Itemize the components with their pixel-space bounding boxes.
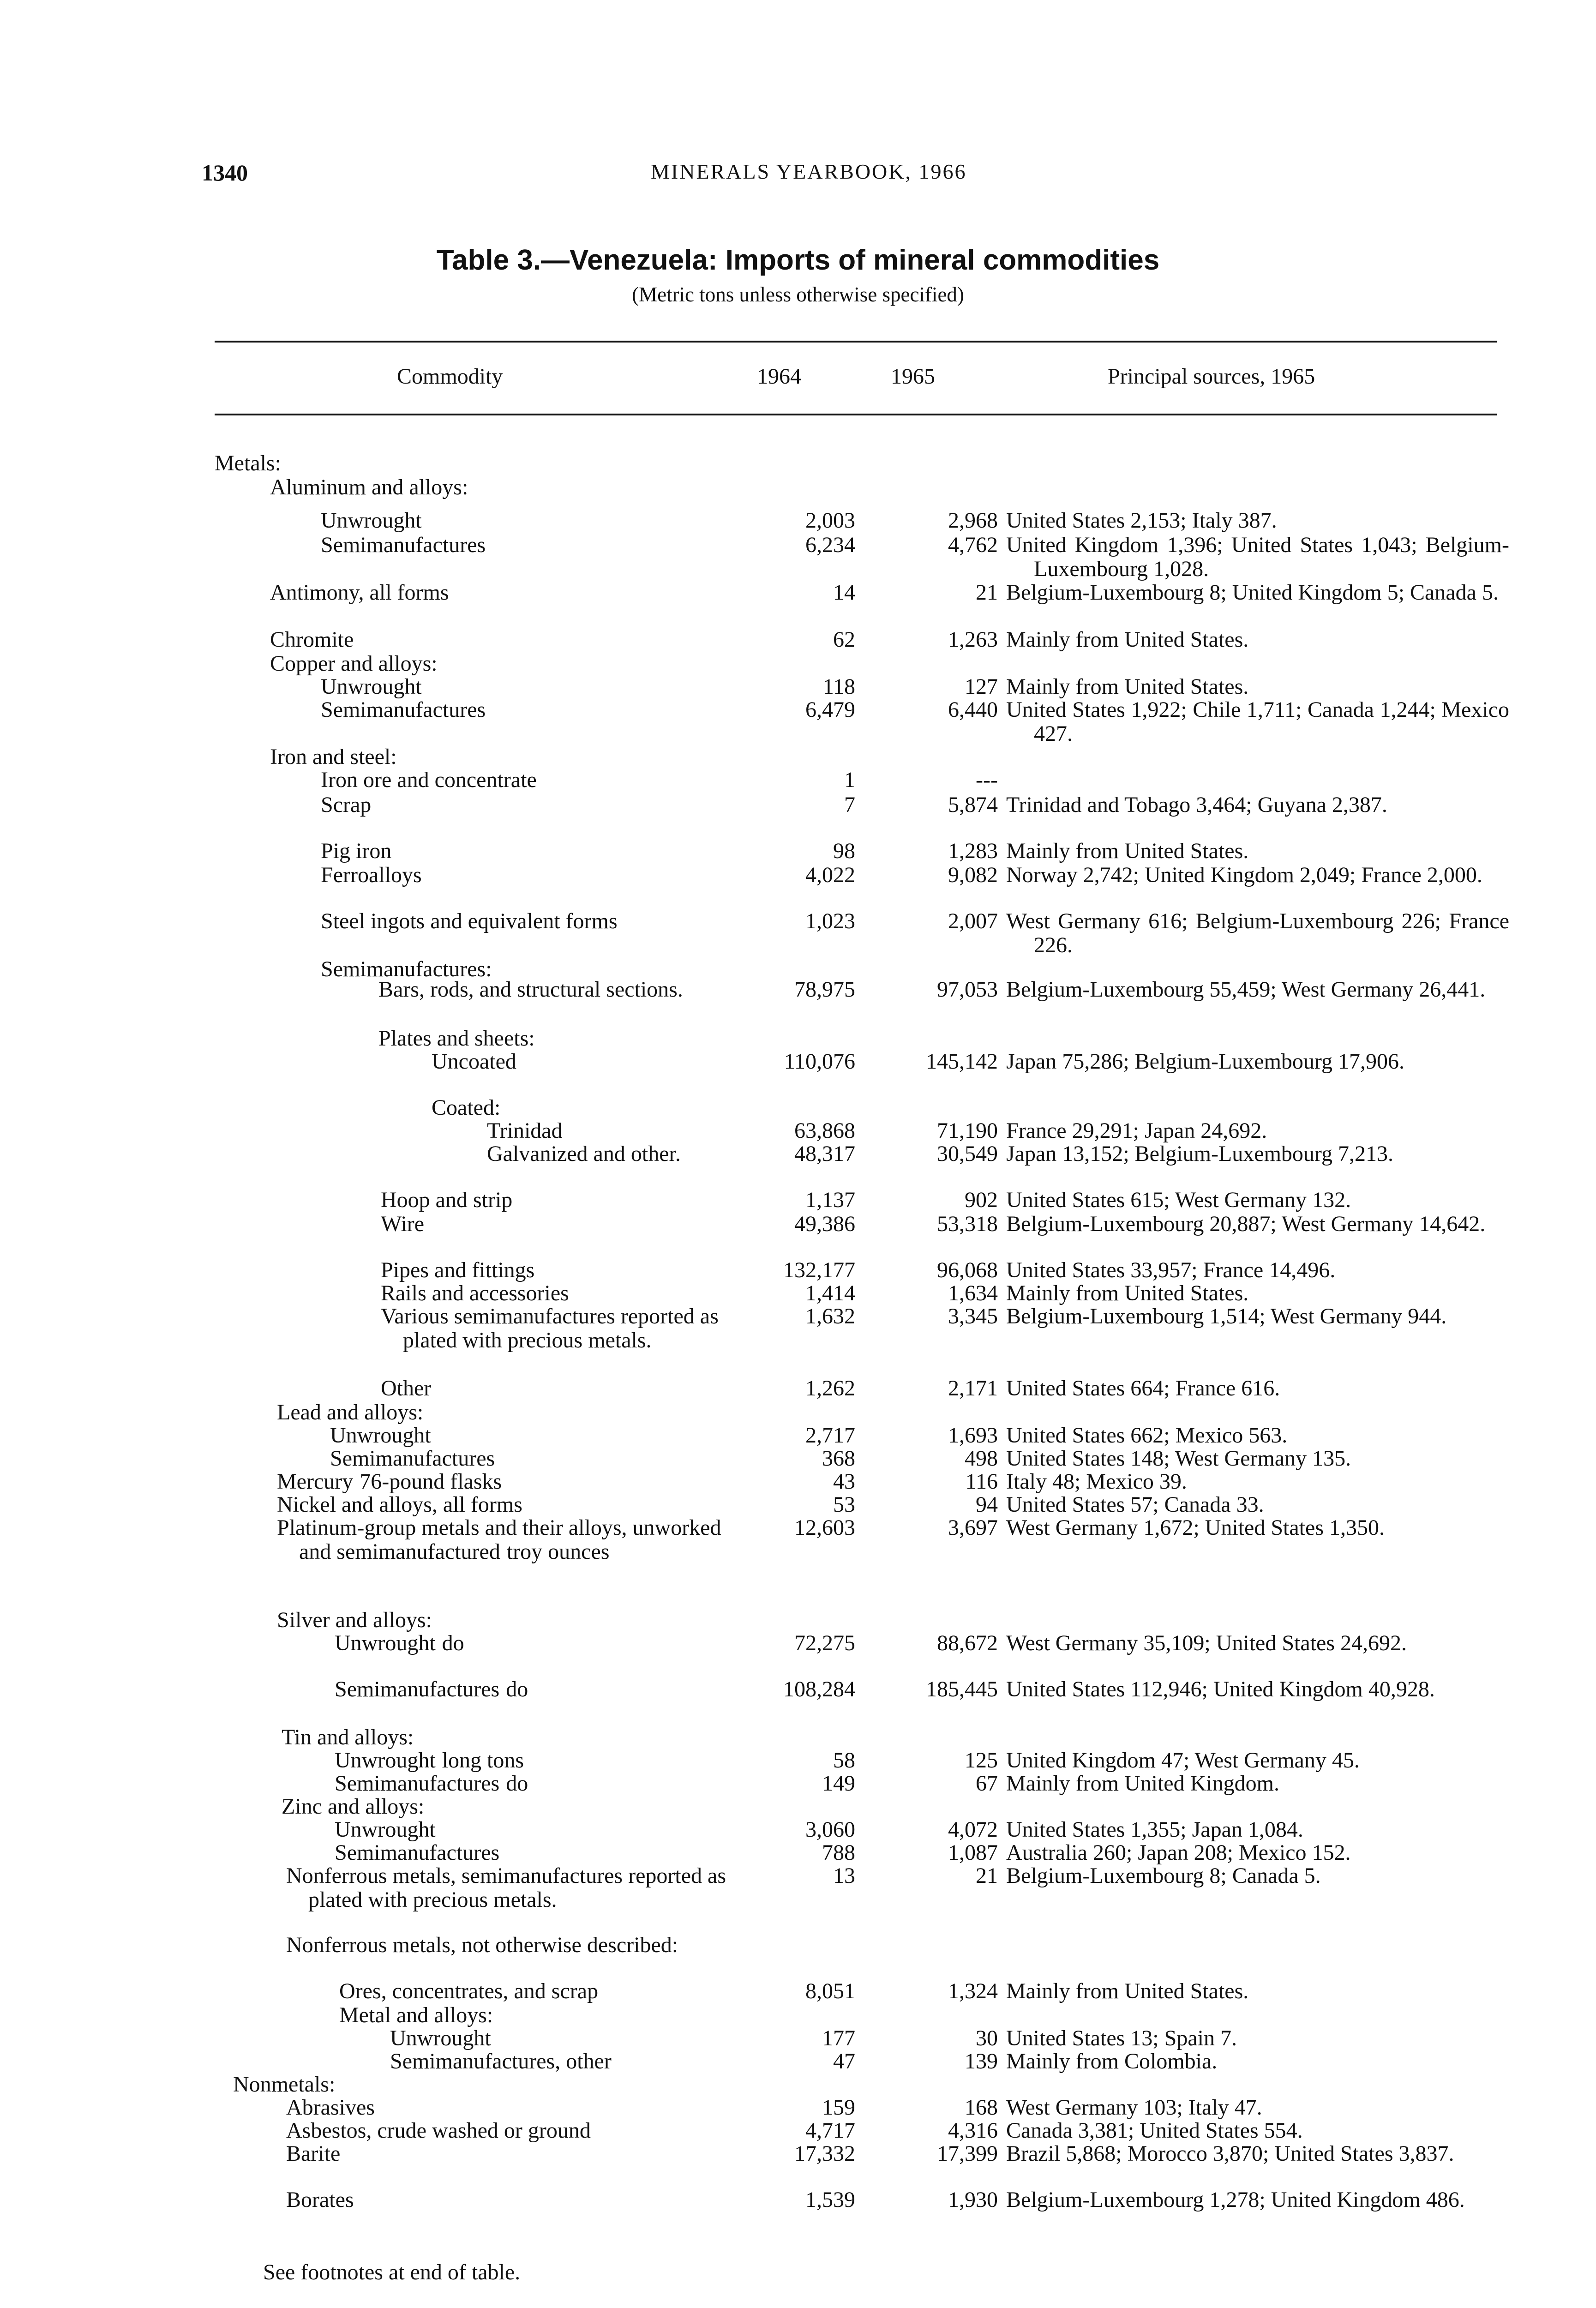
value-1965: 2,968: [948, 508, 998, 533]
principal-sources: United States 33,957; France 14,496.: [1006, 1258, 1336, 1282]
commodity-label: [321, 509, 422, 533]
commodity-name: Other: [381, 1376, 432, 1400]
commodity-name: Scrap: [321, 793, 372, 817]
commodity-unit: do: [506, 1677, 528, 1701]
value-1964: 58: [833, 1748, 855, 1773]
value-1964: 14: [833, 580, 855, 605]
value-1964: 118: [822, 674, 855, 699]
column-header-1964: 1964: [757, 364, 801, 389]
commodity-label: [432, 1050, 516, 1074]
principal-sources: France 29,291; Japan 24,692.: [1006, 1118, 1267, 1143]
commodity-name: Semimanufactures:: [321, 957, 492, 981]
value-1964: 177: [822, 2026, 855, 2050]
commodity-name: Unwrought: [390, 2026, 491, 2050]
table-title: Table 3.—Venezuela: Imports of mineral commodities: [436, 244, 1160, 276]
commodity-label: [286, 2096, 375, 2120]
value-1964: 4,022: [805, 863, 855, 887]
principal-sources: United States 2,153; Italy 387.: [1006, 508, 1277, 533]
commodity-name: Steel ingots and equivalent forms: [321, 909, 618, 933]
commodity-name: Nickel and alloys, all forms: [277, 1492, 522, 1517]
commodity-name: Pig iron: [321, 839, 392, 863]
value-1964: 12,603: [794, 1515, 855, 1540]
commodity-label: [321, 698, 486, 722]
footnote: See footnotes at end of table.: [263, 2260, 521, 2284]
commodity-name: Metal and alloys:: [339, 2003, 493, 2027]
value-1965: 30: [976, 2026, 998, 2050]
value-1965: 5,874: [948, 793, 998, 817]
commodity-name: Nonferrous metals, semimanufactures reported as plated with precious metals.: [286, 1863, 726, 1912]
value-1965: 168: [965, 2095, 998, 2120]
principal-sources: United States 1,922; Chile 1,711; Canada 1,244; Mexico 427.: [1006, 697, 1509, 746]
value-1965: 185,445: [926, 1677, 998, 1701]
principal-sources: Belgium-Luxembourg 20,887; West Germany 14,642.: [1006, 1212, 1486, 1236]
principal-sources: United States 13; Spain 7.: [1006, 2026, 1237, 2050]
value-1964: 8,051: [805, 1979, 855, 2003]
commodity-label: [335, 1677, 528, 1701]
commodity-name: Silver and alloys:: [277, 1608, 432, 1632]
commodity-unit: troy ounces: [506, 1539, 610, 1564]
principal-sources: West Germany 616; Belgium-Luxembourg 226; France 226.: [1006, 909, 1509, 957]
value-1964: 132,177: [783, 1258, 855, 1282]
commodity-label: [381, 1376, 431, 1400]
column-header-sources: Principal sources, 1965: [1108, 364, 1315, 389]
value-1965: 96,068: [937, 1258, 998, 1282]
value-1964: 1,632: [805, 1304, 855, 1328]
value-1965: 94: [976, 1492, 998, 1517]
commodity-name: Iron ore and concentrate: [321, 768, 537, 792]
value-1965: 902: [965, 1188, 998, 1212]
principal-sources: Canada 3,381; United States 554.: [1006, 2118, 1303, 2143]
commodity-unit: 76-pound flasks: [360, 1469, 502, 1494]
commodity-label: [321, 533, 486, 557]
table-top-rule: [215, 341, 1497, 343]
value-1965: 53,318: [937, 1212, 998, 1236]
commodity-label: [390, 2026, 491, 2050]
commodity-label: [381, 1258, 534, 1282]
commodity-name: Unwrought: [321, 674, 422, 699]
commodity-name: Unwrought: [335, 1748, 436, 1773]
column-header-commodity: Commodity: [397, 364, 503, 389]
commodity-name: Nonmetals:: [233, 2072, 336, 2097]
value-1964: 368: [822, 1446, 855, 1471]
commodity-name: Unwrought: [335, 1631, 436, 1655]
value-1965: 71,190: [937, 1118, 998, 1143]
commodity-label: [270, 628, 354, 652]
value-1965: 3,697: [948, 1515, 998, 1540]
value-1965: ---: [976, 768, 998, 792]
principal-sources: West Germany 35,109; United States 24,692.: [1006, 1631, 1407, 1655]
value-1964: 149: [822, 1771, 855, 1796]
commodity-label: [321, 839, 391, 863]
commodity-name: Unwrought: [321, 508, 422, 533]
commodity-label: [335, 1772, 528, 1796]
value-1964: 63,868: [794, 1118, 855, 1143]
principal-sources: Belgium-Luxembourg 1,278; United Kingdom 486.: [1006, 2188, 1465, 2212]
value-1964: 47: [833, 2049, 855, 2074]
value-1964: 6,479: [805, 697, 855, 722]
value-1965: 1,930: [948, 2188, 998, 2212]
commodity-label: [270, 745, 397, 769]
principal-sources: Japan 13,152; Belgium-Luxembourg 7,213.: [1006, 1142, 1394, 1166]
value-1964: 62: [833, 627, 855, 652]
commodity-label: [286, 2142, 340, 2166]
value-1965: 6,440: [948, 697, 998, 722]
value-1964: 78,975: [794, 977, 855, 1002]
commodity-label: [487, 1119, 563, 1143]
value-1965: 1,693: [948, 1423, 998, 1448]
commodity-name: Abrasives: [286, 2095, 375, 2120]
value-1964: 1,137: [805, 1188, 855, 1212]
principal-sources: Australia 260; Japan 208; Mexico 152.: [1006, 1840, 1351, 1865]
commodity-name: Semimanufactures: [335, 1840, 500, 1865]
commodity-name: Zinc and alloys:: [282, 1794, 425, 1819]
commodity-name: Wire: [381, 1212, 425, 1236]
value-1965: 4,762: [948, 533, 998, 557]
commodity-name: Copper and alloys:: [270, 651, 438, 676]
value-1964: 2,003: [805, 508, 855, 533]
commodity-name: Chromite: [270, 627, 354, 652]
value-1965: 30,549: [937, 1142, 998, 1166]
commodity-label: [277, 1493, 522, 1517]
principal-sources: Belgium-Luxembourg 8; Canada 5.: [1006, 1863, 1321, 1888]
commodity-name: Uncoated: [432, 1049, 516, 1074]
running-head: MINERALS YEARBOOK, 1966: [651, 160, 967, 183]
value-1965: 498: [965, 1446, 998, 1471]
principal-sources: Trinidad and Tobago 3,464; Guyana 2,387.: [1006, 793, 1387, 817]
principal-sources: United Kingdom 47; West Germany 45.: [1006, 1748, 1360, 1773]
commodity-unit: do: [506, 1771, 528, 1796]
principal-sources: Norway 2,742; United Kingdom 2,049; France 2,000.: [1006, 863, 1482, 887]
commodity-label: [277, 1470, 502, 1494]
value-1965: 67: [976, 1771, 998, 1796]
commodity-label: [270, 475, 468, 499]
value-1965: 1,283: [948, 839, 998, 863]
commodity-name: Tin and alloys:: [282, 1725, 414, 1749]
principal-sources: Mainly from Colombia.: [1006, 2049, 1218, 2074]
value-1964: 43: [833, 1469, 855, 1494]
value-1965: 1,634: [948, 1281, 998, 1305]
principal-sources: Belgium-Luxembourg 8; United Kingdom 5; Canada 5.: [1006, 580, 1499, 605]
value-1965: 125: [965, 1748, 998, 1773]
principal-sources: Mainly from United States.: [1006, 839, 1249, 863]
value-1964: 72,275: [794, 1631, 855, 1655]
principal-sources: Mainly from United States.: [1006, 1979, 1249, 2003]
value-1965: 88,672: [937, 1631, 998, 1655]
commodity-name: Semimanufactures, other: [390, 2049, 612, 2074]
commodity-label: [277, 1400, 423, 1424]
commodity-name: Nonferrous metals, not otherwise described:: [286, 1933, 678, 1957]
commodity-unit: do: [442, 1631, 464, 1655]
commodity-label: [378, 978, 729, 1002]
principal-sources: Mainly from United States.: [1006, 627, 1249, 652]
commodity-label: [321, 909, 618, 933]
commodity-label: [277, 1516, 729, 1564]
commodity-name: Antimony, all forms: [270, 580, 449, 605]
commodity-name: Rails and accessories: [381, 1281, 569, 1305]
value-1965: 4,072: [948, 1817, 998, 1842]
commodity-name: Semimanufactures: [335, 1677, 500, 1701]
commodity-label: [432, 1096, 500, 1120]
commodity-label: [335, 1749, 524, 1773]
value-1964: 1,023: [805, 909, 855, 933]
value-1964: 98: [833, 839, 855, 863]
commodity-name: Asbestos, crude washed or ground: [286, 2118, 591, 2143]
principal-sources: United States 112,946; United Kingdom 40,928.: [1006, 1677, 1435, 1701]
commodity-label: [378, 1027, 535, 1051]
principal-sources: United States 148; West Germany 135.: [1006, 1446, 1351, 1471]
commodity-name: Trinidad: [487, 1118, 563, 1143]
commodity-label: [282, 1795, 424, 1819]
commodity-label: [277, 1608, 432, 1632]
commodity-name: Bars, rods, and structural sections.: [378, 977, 683, 1002]
commodity-label: [282, 1725, 414, 1749]
value-1965: 1,263: [948, 627, 998, 652]
table-header-rule: [215, 414, 1497, 415]
commodity-name: Lead and alloys:: [277, 1400, 424, 1424]
value-1964: 49,386: [794, 1212, 855, 1236]
principal-sources: Japan 75,286; Belgium-Luxembourg 17,906.: [1006, 1049, 1405, 1074]
value-1964: 48,317: [794, 1142, 855, 1166]
commodity-label: [215, 451, 281, 475]
commodity-label: [321, 675, 422, 699]
value-1965: 97,053: [937, 977, 998, 1002]
commodity-name: Unwrought: [330, 1423, 431, 1448]
commodity-name: Metals:: [215, 451, 281, 475]
value-1964: 2,717: [805, 1423, 855, 1448]
commodity-label: [339, 2003, 493, 2027]
principal-sources: United States 57; Canada 33.: [1006, 1492, 1264, 1517]
commodity-name: Coated:: [432, 1095, 501, 1120]
commodity-label: [286, 1864, 729, 1912]
commodity-label: [321, 793, 371, 817]
value-1964: 7: [844, 793, 855, 817]
value-1964: 788: [822, 1840, 855, 1865]
principal-sources: United Kingdom 1,396; United States 1,043; Belgium-Luxembourg 1,028.: [1006, 533, 1509, 581]
value-1965: 127: [965, 674, 998, 699]
commodity-label: [487, 1142, 683, 1166]
principal-sources: Mainly from United Kingdom.: [1006, 1771, 1279, 1796]
commodity-label: [321, 768, 537, 792]
principal-sources: Italy 48; Mexico 39.: [1006, 1469, 1187, 1494]
principal-sources: Brazil 5,868; Morocco 3,870; United States 3,837.: [1006, 2141, 1454, 2166]
commodity-label: [390, 2050, 612, 2074]
value-1964: 4,717: [805, 2118, 855, 2143]
commodity-label: [335, 1818, 436, 1842]
commodity-label: [381, 1212, 424, 1236]
commodity-label: [381, 1188, 512, 1212]
commodity-label: [330, 1424, 431, 1448]
commodity-name: Semimanufactures: [335, 1771, 500, 1796]
commodity-name: Various semimanufactures reported as plated with precious metals.: [381, 1304, 719, 1352]
commodity-name: Ores, concentrates, and scrap: [339, 1979, 599, 2003]
value-1964: 1,262: [805, 1376, 855, 1400]
commodity-label: [335, 1631, 464, 1655]
value-1965: 116: [965, 1469, 998, 1494]
commodity-name: Iron and steel:: [270, 745, 397, 769]
value-1964: 108,284: [783, 1677, 855, 1701]
commodity-label: [339, 1979, 598, 2003]
value-1965: 2,171: [948, 1376, 998, 1400]
value-1964: 17,332: [794, 2141, 855, 2166]
column-header-1965: 1965: [891, 364, 935, 389]
commodity-name: Borates: [286, 2188, 354, 2212]
commodity-label: [286, 2188, 354, 2212]
value-1964: 1: [844, 768, 855, 792]
commodity-name: Mercury: [277, 1469, 354, 1494]
commodity-name: Galvanized and other.: [487, 1142, 681, 1166]
value-1965: 3,345: [948, 1304, 998, 1328]
value-1964: 6,234: [805, 533, 855, 557]
principal-sources: Mainly from United States.: [1006, 674, 1249, 699]
commodity-label: [270, 581, 449, 605]
value-1964: 3,060: [805, 1817, 855, 1842]
commodity-name: Aluminum and alloys:: [270, 475, 468, 499]
page-number: 1340: [202, 160, 248, 186]
principal-sources: Belgium-Luxembourg 55,459; West Germany 26,441.: [1006, 977, 1486, 1002]
value-1964: 159: [822, 2095, 855, 2120]
commodity-label: [286, 1933, 729, 1957]
value-1964: 1,539: [805, 2188, 855, 2212]
principal-sources: United States 664; France 616.: [1006, 1376, 1280, 1400]
principal-sources: United States 1,355; Japan 1,084.: [1006, 1817, 1303, 1842]
principal-sources: United States 615; West Germany 132.: [1006, 1188, 1351, 1212]
value-1964: 53: [833, 1492, 855, 1517]
commodity-unit: long tons: [442, 1748, 524, 1773]
commodity-label: [381, 1304, 729, 1352]
commodity-label: [233, 2073, 335, 2097]
commodity-label: [335, 1841, 499, 1865]
commodity-name: Platinum-group metals and their alloys, unworked and semimanufactured: [277, 1515, 721, 1564]
value-1965: 17,399: [937, 2141, 998, 2166]
commodity-name: Unwrought: [335, 1817, 436, 1842]
value-1964: 1,414: [805, 1281, 855, 1305]
principal-sources: West Germany 1,672; United States 1,350.: [1006, 1515, 1385, 1540]
value-1965: 4,316: [948, 2118, 998, 2143]
commodity-name: Barite: [286, 2141, 341, 2166]
commodity-label: [286, 2119, 591, 2143]
principal-sources: United States 662; Mexico 563.: [1006, 1423, 1288, 1448]
value-1965: 1,087: [948, 1840, 998, 1865]
commodity-label: [330, 1447, 495, 1471]
commodity-name: Ferroalloys: [321, 863, 422, 887]
value-1965: 1,324: [948, 1979, 998, 2003]
commodity-label: [321, 863, 422, 887]
commodity-name: Semimanufactures: [321, 697, 486, 722]
value-1965: 2,007: [948, 909, 998, 933]
value-1965: 145,142: [926, 1049, 998, 1074]
value-1965: 9,082: [948, 863, 998, 887]
commodity-name: Plates and sheets:: [378, 1026, 535, 1051]
value-1964: 110,076: [784, 1049, 855, 1074]
principal-sources: Mainly from United States.: [1006, 1281, 1249, 1305]
value-1965: 21: [976, 1863, 998, 1888]
commodity-label: [270, 652, 438, 676]
table-subtitle: (Metric tons unless otherwise specified): [632, 283, 964, 306]
commodity-name: Semimanufactures: [321, 533, 486, 557]
principal-sources: West Germany 103; Italy 47.: [1006, 2095, 1262, 2120]
value-1964: 13: [833, 1863, 855, 1888]
commodity-name: Pipes and fittings: [381, 1258, 535, 1282]
value-1965: 21: [976, 580, 998, 605]
principal-sources: Belgium-Luxembourg 1,514; West Germany 944.: [1006, 1304, 1447, 1328]
commodity-label: [381, 1281, 569, 1305]
commodity-name: Semimanufactures: [330, 1446, 495, 1471]
value-1965: 139: [965, 2049, 998, 2074]
commodity-name: Hoop and strip: [381, 1188, 513, 1212]
